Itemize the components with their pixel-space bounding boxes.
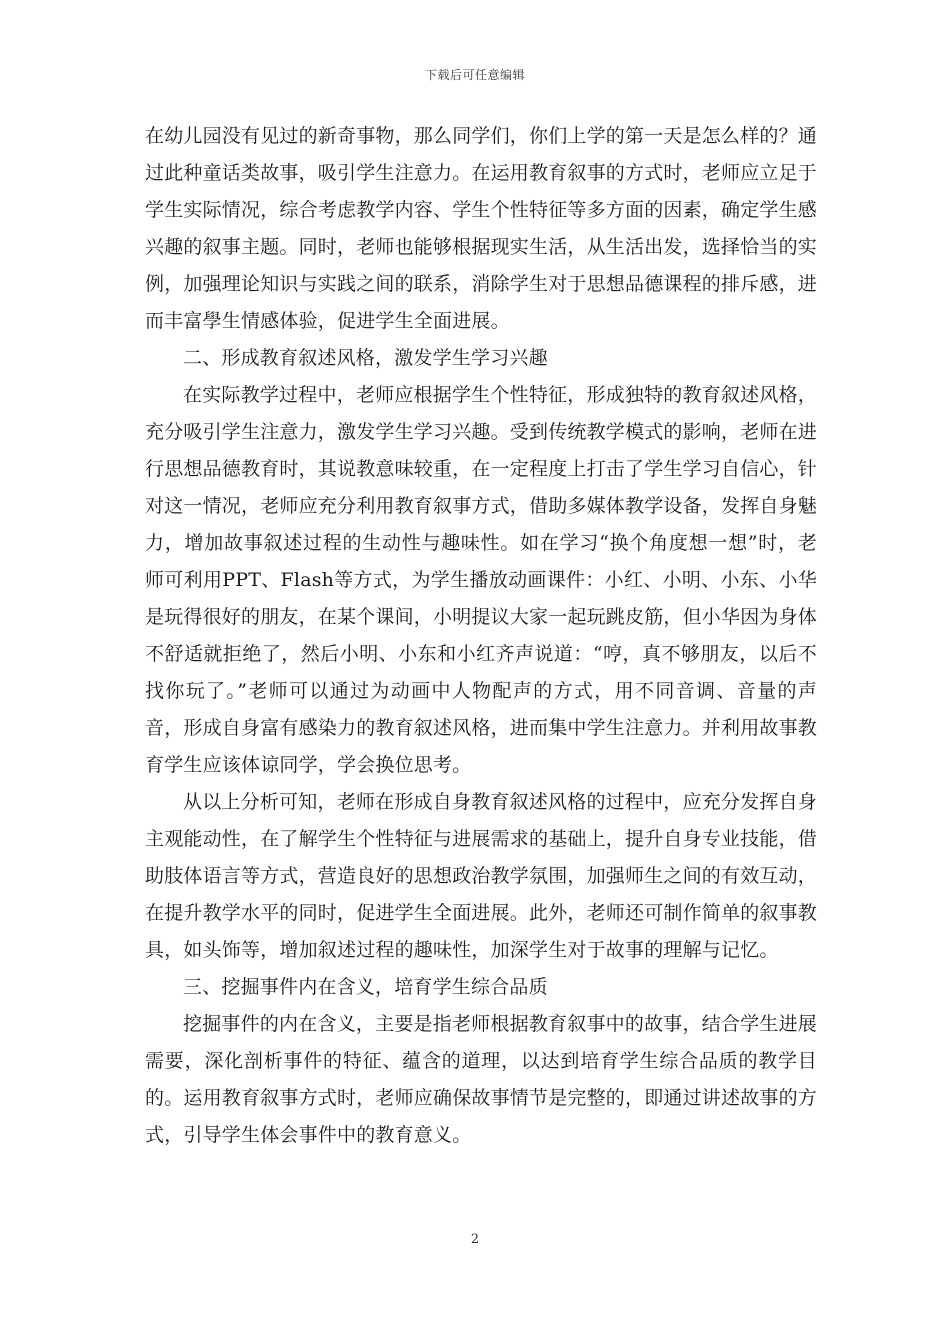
paragraph-analysis-summary: 从以上分析可知，老师在形成自身教育叙述风格的过程中，应充分发挥自身主观能动性，在了解学生个性特征与进展需求的基础上，提升自身专业技能，借助肢体语言等方式，营造良好的思想政治教学氛围，加强师生之间的有效互动，在提升教学水平的同时，促进学生全面进展。此外，老师还可制作简单的叙事教具，如头饰等，增加叙述过程的趣味性，加深学生对于故事的理解与记忆。 [145, 791, 818, 961]
page-header: 下载后可任意编辑 [424, 68, 525, 82]
paragraph-narrative-style: 在实际教学过程中，老师应根据学生个性特征，形成独特的教育叙述风格，充分吸引学生注意力，激发学生学习兴趣。受到传统教学模式的影响，老师在进行思想品德教育时，其说教意味较重，在一定程度上打击了学生学习自信心，针对这一情况，老师应充分利用教育叙事方式，借助多媒体教学设备，发挥自身魅力，增加故事叙述过程的生动性与趣味性。如在学习“换个角度想一想”时，老师可利用PPT、Flash等方式，为学生播放动画课件：小红、小明、小东、小华是玩得很好的朋友，在某个课间，小明提议大家一起玩跳皮筋，但小华因为身体不舒适就拒绝了，然后小明、小东和小红齐声说道：“哼，真不够朋友，以后不找你玩了。”老师可以通过为动画中人物配声的方式，用不同音调、音量的声音，形成自身富有感染力的教育叙述风格，进而集中学生注意力。并利用故事教育学生应该体谅同学，学会换位思考。 [145, 384, 818, 776]
section-heading-two: 二、形成教育叙述风格，激发学生学习兴趣 [183, 347, 548, 369]
section-heading-three: 三、挖掘事件内在含义，培育学生综合品质 [183, 976, 548, 998]
document-body [145, 118, 817, 1154]
paragraph-event-meaning: 挖掘事件的内在含义，主要是指老师根据教育叙事中的故事，结合学生进展需要，深化剖析事件的特征、蕴含的道理，以达到培育学生综合品质的教学目的。运用教育叙事方式时，老师应确保故事情节是完整的，即通过讲述故事的方式，引导学生体会事件中的教育意义。 [145, 1013, 818, 1146]
paragraph-intro-continuation: 在幼儿园没有见过的新奇事物，那么同学们，你们上学的第一天是怎么样的？通过此种童话类故事，吸引学生注意力。在运用教育叙事的方式时，老师应立足于学生实际情况，综合考虑教学内容、学生个性特征等多方面的因素，确定学生感兴趣的叙事主题。同时，老师也能够根据现实生活，从生活出发，选择恰当的实例，加强理论知识与实践之间的联系，消除学生对于思想品德课程的排斥感，进而丰富學生情感体验，促进学生全面进展。 [145, 125, 818, 332]
page-number: 2 [470, 1232, 480, 1247]
